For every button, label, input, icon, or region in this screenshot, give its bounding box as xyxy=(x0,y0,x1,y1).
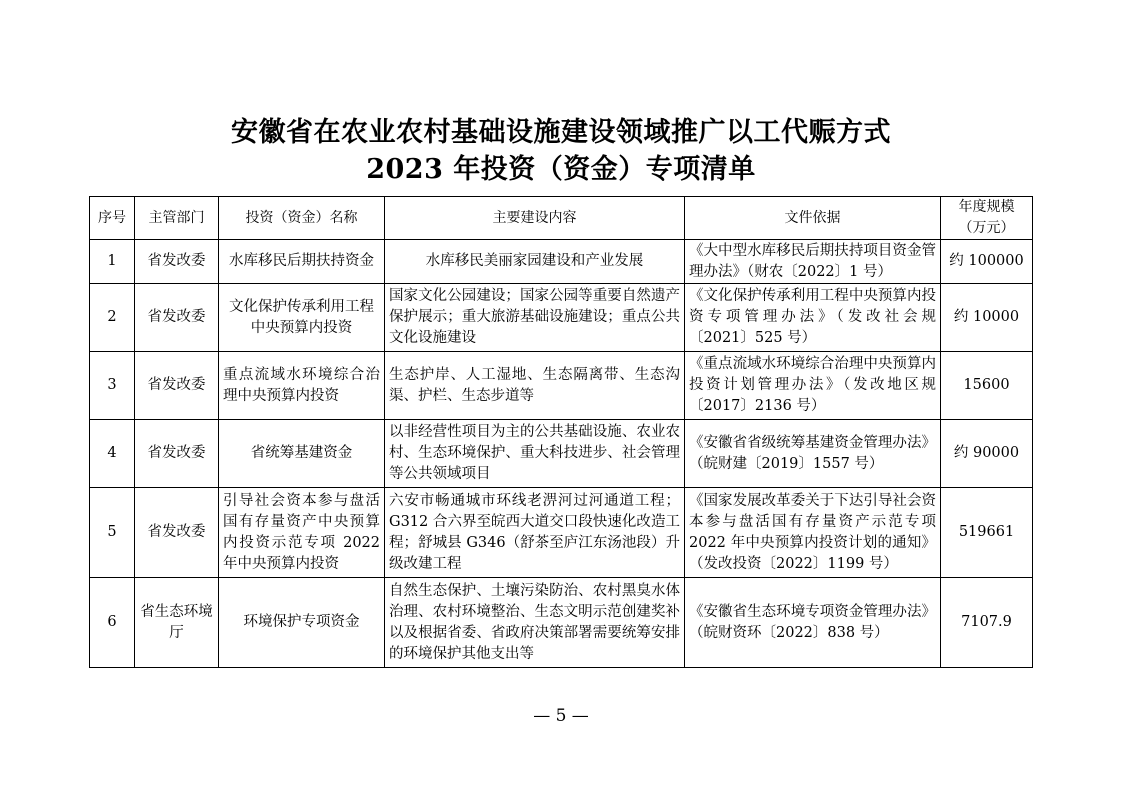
cell-index: 5 xyxy=(90,488,135,578)
header-fund-name: 投资（资金）名称 xyxy=(219,197,385,240)
cell-content: 六安市畅通城市环线老淠河过河通道工程；G312 合六界至皖西大道交口段快速化改造工程；舒城县 G346（舒茶至庐江东汤池段）升级改建工程 xyxy=(385,488,685,578)
header-annual-scale: 年度规模（万元） xyxy=(941,197,1033,240)
cell-content: 国家文化公园建设；国家公园等重要自然遗产保护展示；重大旅游基础设施建设；重点公共文化设施建设 xyxy=(385,284,685,352)
cell-department: 省发改委 xyxy=(135,352,219,420)
header-index: 序号 xyxy=(90,197,135,240)
cell-content: 水库移民美丽家园建设和产业发展 xyxy=(385,240,685,284)
table-row xyxy=(90,488,1033,578)
cell-department: 省发改委 xyxy=(135,240,219,284)
cell-index: 4 xyxy=(90,420,135,488)
cell-department: 省发改委 xyxy=(135,284,219,352)
cell-document-basis: 《安徽省省级统筹基建资金管理办法》（皖财建〔2019〕1557 号） xyxy=(685,420,941,488)
cell-fund-name: 省统筹基建资金 xyxy=(219,420,385,488)
cell-fund-name: 文化保护传承利用工程中央预算内投资 xyxy=(219,284,385,352)
table-row xyxy=(90,284,1033,352)
investment-table xyxy=(89,196,1033,668)
cell-document-basis: 《安徽省生态环境专项资金管理办法》（皖财资环〔2022〕838 号） xyxy=(685,578,941,668)
cell-annual-scale: 约 10000 xyxy=(941,284,1033,352)
table-row xyxy=(90,420,1033,488)
table-header-row xyxy=(90,197,1033,240)
table-row xyxy=(90,352,1033,420)
cell-fund-name: 引导社会资本参与盘活国有存量资产中央预算内投资示范专项 2022 年中央预算内投资 xyxy=(219,488,385,578)
cell-annual-scale: 7107.9 xyxy=(941,578,1033,668)
cell-department: 省发改委 xyxy=(135,488,219,578)
cell-department: 省发改委 xyxy=(135,420,219,488)
cell-document-basis: 《大中型水库移民后期扶持项目资金管理办法》（财农〔2022〕1 号） xyxy=(685,240,941,284)
cell-content: 以非经营性项目为主的公共基础设施、农业农村、生态环境保护、重大科技进步、社会管理等公共领域项目 xyxy=(385,420,685,488)
cell-annual-scale: 519661 xyxy=(941,488,1033,578)
cell-annual-scale: 约 100000 xyxy=(941,240,1033,284)
table-row xyxy=(90,578,1033,668)
cell-index: 2 xyxy=(90,284,135,352)
cell-document-basis: 《国家发展改革委关于下达引导社会资本参与盘活国有存量资产示范专项 2022 年中央预算内投资计划的通知》（发改投资〔2022〕1199 号） xyxy=(685,488,941,578)
cell-fund-name: 环境保护专项资金 xyxy=(219,578,385,668)
document-title-line-1: 安徽省在农业农村基础设施建设领域推广以工代赈方式 xyxy=(231,117,891,148)
header-department: 主管部门 xyxy=(135,197,219,240)
cell-content: 生态护岸、人工湿地、生态隔离带、生态沟渠、护栏、生态步道等 xyxy=(385,352,685,420)
cell-department: 省生态环境厅 xyxy=(135,578,219,668)
header-content: 主要建设内容 xyxy=(385,197,685,240)
page-number: — 5 — xyxy=(533,706,589,726)
cell-fund-name: 重点流域水环境综合治理中央预算内投资 xyxy=(219,352,385,420)
cell-annual-scale: 约 90000 xyxy=(941,420,1033,488)
cell-fund-name: 水库移民后期扶持资金 xyxy=(219,240,385,284)
table-row xyxy=(90,240,1033,284)
cell-annual-scale: 15600 xyxy=(941,352,1033,420)
document-title-line-2: 2023 年投资（资金）专项清单 xyxy=(366,154,756,185)
cell-index: 6 xyxy=(90,578,135,668)
cell-index: 1 xyxy=(90,240,135,284)
cell-content: 自然生态保护、土壤污染防治、农村黑臭水体治理、农村环境整治、生态文明示范创建奖补以及根据省委、省政府决策部署需要统筹安排的环境保护其他支出等 xyxy=(385,578,685,668)
cell-document-basis: 《重点流域水环境综合治理中央预算内投资计划管理办法》（发改地区规〔2017〕2136 号） xyxy=(685,352,941,420)
cell-index: 3 xyxy=(90,352,135,420)
header-document-basis: 文件依据 xyxy=(685,197,941,240)
cell-document-basis: 《文化保护传承利用工程中央预算内投资专项管理办法》（发改社会规〔2021〕525 号） xyxy=(685,284,941,352)
